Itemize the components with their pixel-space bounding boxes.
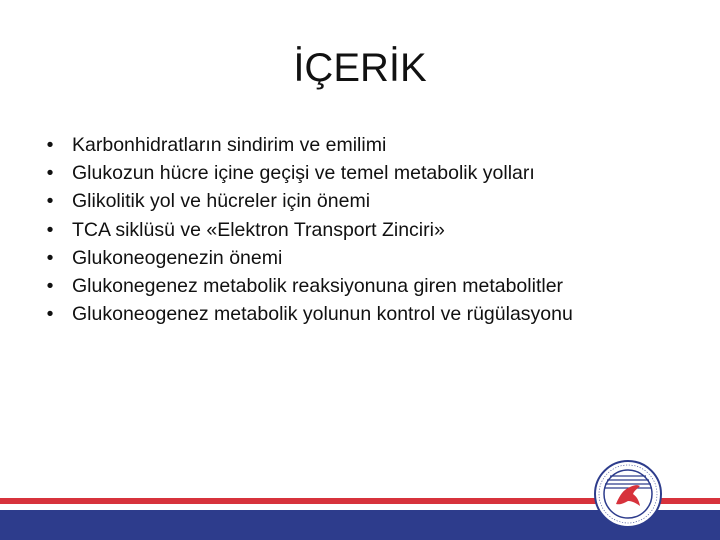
list-item-text: Glikolitik yol ve hücreler için önemi: [72, 190, 371, 213]
bullet-icon: •: [46, 134, 54, 156]
bullet-icon: •: [46, 246, 54, 269]
list-item-text: TCA siklüsü ve «Elektron Transport Zinciri»: [72, 218, 445, 241]
university-seal-icon: [594, 460, 662, 528]
list-item-text: Glukoneogenezin önemi: [72, 246, 283, 269]
bullet-list: [44, 131, 694, 328]
bullet-icon: •: [46, 218, 54, 241]
list-item-text: Glukonegenez metabolik reaksiyonuna giren metabolitler: [72, 275, 564, 298]
bullet-icon: •: [46, 275, 54, 298]
list-item: [44, 244, 694, 272]
list-item: [44, 187, 694, 215]
bullet-icon: •: [46, 162, 54, 185]
list-item-text: Glukozun hücre içine geçişi ve temel metabolik yolları: [72, 162, 535, 185]
bullet-icon: •: [46, 190, 54, 213]
list-item: [44, 216, 694, 244]
list-item: [44, 159, 694, 187]
slide-title: İÇERİK: [293, 46, 427, 90]
list-item: [44, 272, 694, 300]
list-item-text: Karbonhidratların sindirim ve emilimi: [72, 134, 387, 156]
bullet-icon: •: [46, 303, 54, 326]
list-item-text: Glukoneogenez metabolik yolunun kontrol ve rügülasyonu: [72, 303, 573, 326]
list-item: [44, 300, 694, 328]
list-item: [44, 131, 694, 159]
